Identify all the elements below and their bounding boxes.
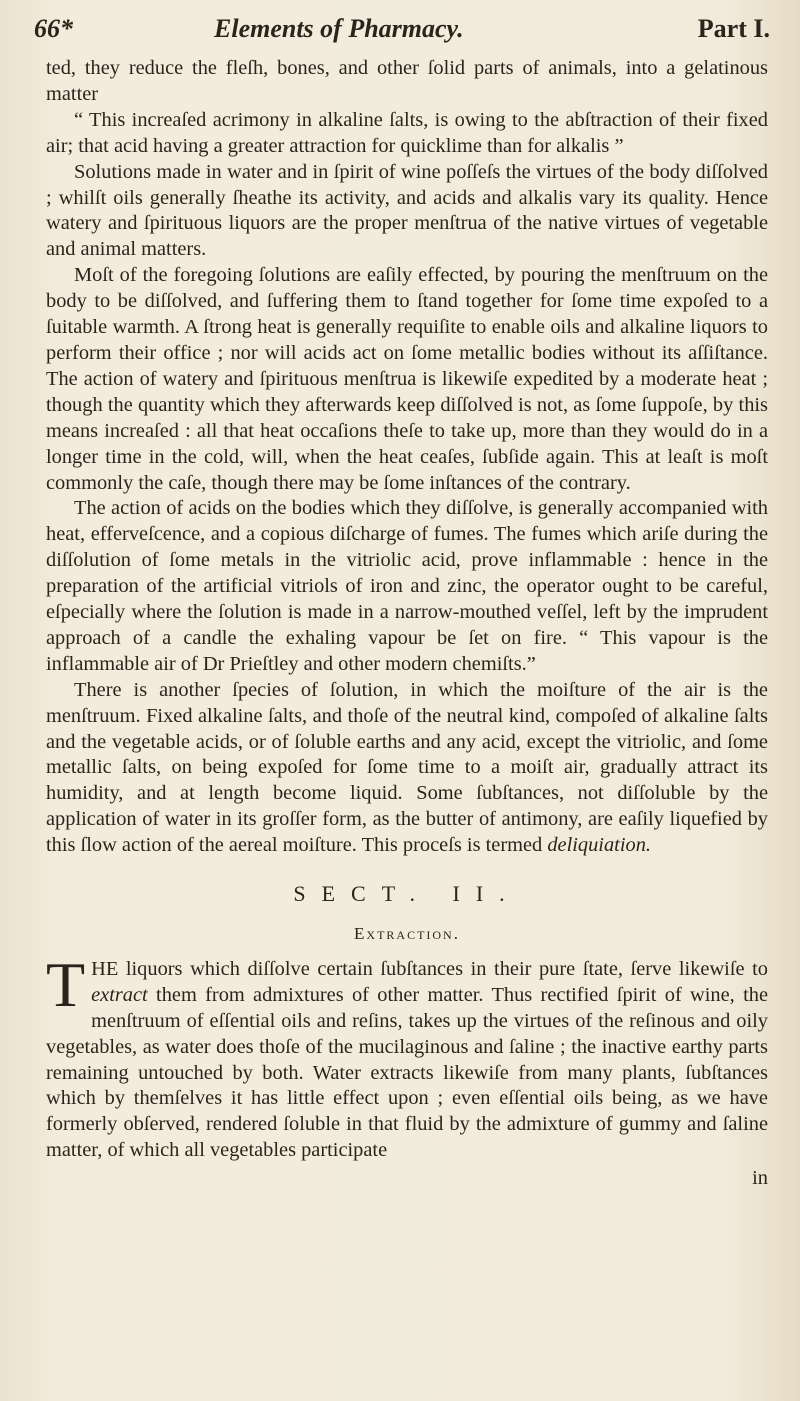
paragraph-solutions: Solutions made in water and in ſpirit of wine poſſeſs the virtues of the body diſſolved ; whilſt oils generally ſheathe its activity, and acids and alkalis vary its quality. Hence watery and ſpirituous liquors are the proper menſtrua of the native virtues of vegetable and animal matters. [46, 160, 768, 261]
page-number: 66* [34, 14, 73, 43]
paragraph-deliquiation [46, 678, 768, 859]
paragraph-continuation: ted, they reduce the fleſh, bones, and other ſolid parts of animals, into a gelatinous matter [46, 57, 768, 105]
drop-cap: T [46, 948, 86, 1020]
deliquiation-term: deliquiation. [547, 834, 651, 857]
deliquiation-text: There is another ſpecies of ſolution, in which the moiſture of the air is the menſtruum. Fixed alkaline ſalts, and thoſe of the neutral kind, compoſed of alkaline ſalts and the vegetable acids, or of ſoluble earths and any acid, except the vitriolic, and ſome metallic ſalts, on being expoſed for ſome time to a moiſt air, gradually attract its humidity, and at length become liquid. Some ſubſtances, not diſſoluble by the application of water in its groſſer form, as the butter of antimony, are eaſily liquefied by this ſlow action of the aereal moiſture. This proceſs is termed [46, 678, 768, 857]
paragraph-quote-acrimony: “ This increaſed acrimony in alkaline ſalts, is owing to the abſtraction of their fixed air; that acid having a greater attraction for quicklime than for alkalis ” [46, 108, 768, 157]
part-label: Part I. [697, 14, 770, 43]
section-heading: SECT. II. [293, 881, 521, 907]
paragraph-foregoing: Moſt of the foregoing ſolutions are eaſily effected, by pouring the menſtruum on the body to be diſſolved, and ſuffering them to ſtand together for ſome time expoſed to a ſuitable warmth. A ſtrong heat is generally requiſite to enable oils and alkaline liquors to perform their office ; nor will acids act on ſome metallic bodies without its aſſiſtance. The action of watery and ſpirituous menſtrua is likewiſe expedited by a moderate heat ; though the quantity which they afterwards keep diſſolved is not, as ſome ſuppoſe, by this means increaſed : all that heat occaſions theſe to take up, more than they would do in a longer time in the cold, will, when the heat ceaſes, ſubſide again. This at leaſt is moſt commonly the caſe, though there may be ſome inſtances of the contrary. [46, 264, 768, 494]
paragraph-extraction [46, 948, 768, 1164]
section-subheading: Extraction. [354, 924, 460, 943]
extraction-text-a: liquors which diſſolve certain ſubſtances in their pure ſtate, ſerve likewiſe to [118, 957, 768, 980]
extraction-first-word: HE [91, 957, 119, 980]
extraction-emphasis: extract [91, 983, 148, 1006]
running-title: Elements of Pharmacy. [214, 14, 464, 43]
catchword: in [752, 1167, 768, 1190]
paragraph-acids-action: The action of acids on the bodies which they diſſolve, is generally accompanied with heat, effervеſcence, and a copious diſcharge of fumes. The fumes which ariſe during the diſſolution of ſome metals in the vitriolic acid, prove inflammable : hence in the preparation of the artificial vitriols of iron and zinc, the operator ought to be careful, eſpecially where the ſolution is made in a narrow-mouthed veſſel, left by the imprudent approach of a candle the exhaling vapour be ſet on fire. “ This vapour is the inflammable air of Dr Prieſtley and other modern chemiſts.” [46, 497, 768, 675]
page-body [46, 56, 768, 1192]
extraction-text-b: them from admixtures of other matter. Thus rectified ſpirit of wine, the menſtruum of eſſential oils and reſins, takes up the virtues of the reſinous and oily vegetables, as water does thoſe of the mucilaginous and ſaline ; the inactive earthy parts remaining untouched by both. Water extracts likewiſe from many plants, ſubſtances which by themſelves it has little effect upon ; even eſſential oils being, as we have formerly obſerved, rendered ſoluble in that fluid by the admixture of gummy and ſaline matter, of which all vegetables participate [46, 983, 768, 1162]
running-header [34, 14, 770, 50]
